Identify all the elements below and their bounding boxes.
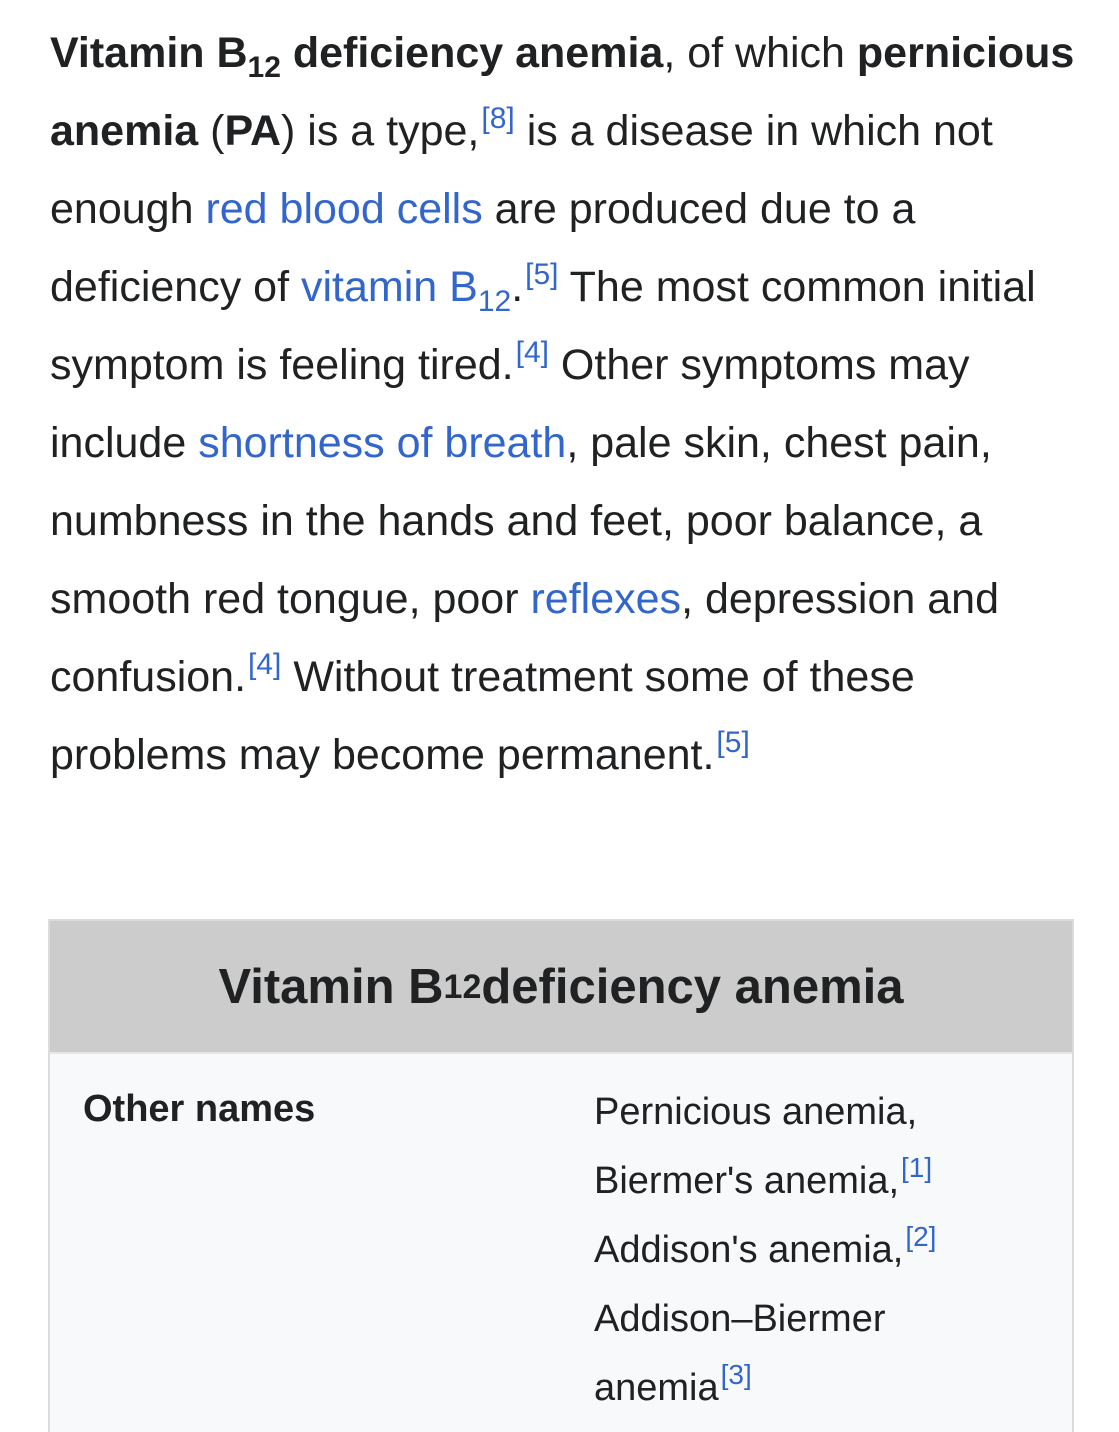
link-vitamin-b12-text[interactable]: vitamin B: [300, 263, 478, 311]
other-name-text: Pernicious anemia,: [594, 1091, 918, 1133]
other-name-line: [594, 1078, 1054, 1147]
infobox-title-text: deficiency anemia: [481, 959, 904, 1014]
paragraph-text: Without treatment some of these problems may become permanent.: [50, 653, 915, 779]
paragraph-text: is a disease in which not enough: [50, 107, 993, 233]
citation-link-4[interactable]: [4]: [248, 648, 282, 681]
link-shortness-of-breath[interactable]: shortness of breath: [198, 419, 567, 467]
infobox-row-other-names: [50, 1054, 1072, 1432]
lead-paragraph: [50, 14, 1090, 794]
paragraph-text: ) is a type,: [281, 107, 480, 155]
citation-link-8[interactable]: [8]: [481, 102, 515, 135]
other-name-line: [594, 1147, 1054, 1216]
bold-term-pa: PA: [224, 107, 282, 155]
other-name-line: [594, 1285, 1054, 1354]
citation-link-3[interactable]: [3]: [720, 1359, 752, 1390]
citation-link-5[interactable]: [5]: [525, 258, 559, 291]
citation-link-1[interactable]: [1]: [901, 1152, 933, 1183]
paragraph-text: .: [511, 263, 524, 311]
link-vitamin-b12[interactable]: [300, 263, 512, 318]
paragraph-text: , of which: [663, 29, 857, 77]
infobox-row-label: Other names: [83, 1088, 316, 1130]
citation-link-2[interactable]: [2]: [905, 1221, 937, 1252]
subscript-12: 12: [247, 51, 281, 84]
bold-term-text: deficiency anemia: [280, 29, 664, 77]
other-name-text: Addison–Biermer: [594, 1298, 886, 1340]
paragraph-text: The most common initial symptom is feeling tired.: [50, 263, 1036, 389]
infobox-title-text: Vitamin B: [218, 959, 444, 1014]
paragraph-text: , depression and confusion.: [50, 575, 1000, 701]
citation-link-5[interactable]: [5]: [716, 726, 750, 759]
citation-link-4[interactable]: [4]: [515, 336, 549, 369]
infobox-title: Vitamin B 12 deficiency anemia: [50, 921, 1072, 1054]
infobox: [48, 919, 1074, 1432]
paragraph-text: , pale skin, chest pain, numbness in the hands and feet, poor balance, a smooth red tongue, poor: [50, 419, 992, 623]
paragraph-text: are produced due to a deficiency of: [50, 185, 916, 311]
bold-term-pernicious-anemia: pernicious anemia: [50, 29, 1075, 155]
infobox-row-value: [594, 1078, 1054, 1423]
paragraph-text: Other symptoms may include: [50, 341, 970, 467]
other-name-line: [594, 1216, 1054, 1285]
link-red-blood-cells[interactable]: red blood cells: [205, 185, 483, 233]
bold-term-vitamin-b12: [50, 29, 664, 84]
other-name-line: [594, 1354, 1054, 1423]
other-name-text: Addison's anemia,: [594, 1229, 904, 1271]
other-name-text: anemia: [594, 1367, 719, 1409]
other-name-text: Biermer's anemia,: [594, 1160, 900, 1202]
link-reflexes[interactable]: reflexes: [530, 575, 682, 623]
paragraph-text: (: [198, 107, 225, 155]
subscript-12[interactable]: 12: [477, 285, 512, 318]
bold-term-text: Vitamin B: [50, 29, 248, 77]
